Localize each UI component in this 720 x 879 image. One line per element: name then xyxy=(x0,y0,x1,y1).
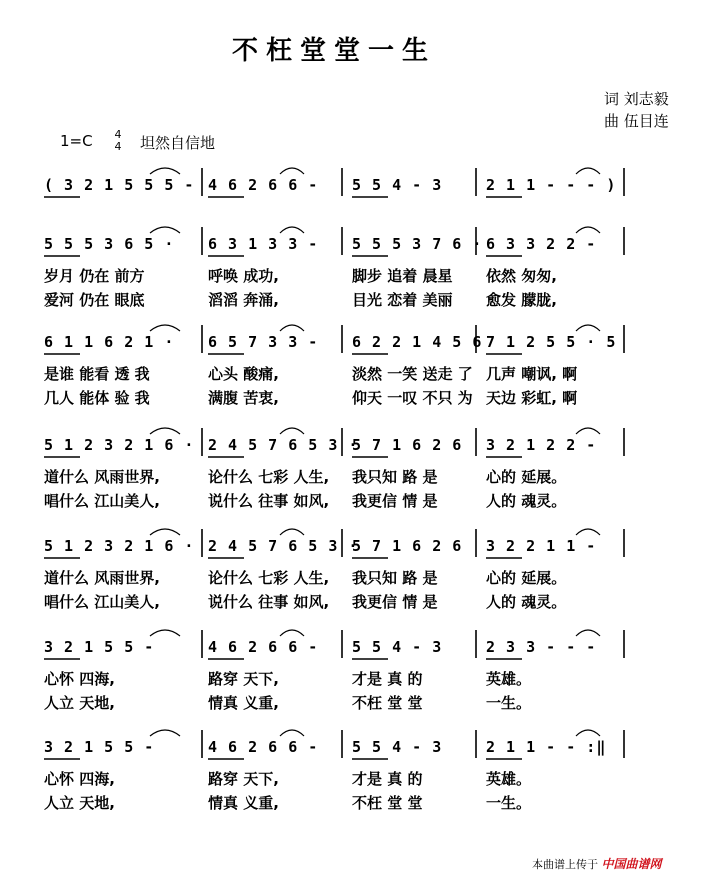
lyric-line: 我只知 路 是 xyxy=(352,468,438,486)
lyric-line: 路穿 天下, xyxy=(208,770,279,788)
lyric-line: 一生。 xyxy=(486,694,532,712)
slur-mark xyxy=(150,227,180,233)
lyricist-credit: 词 刘志毅 xyxy=(604,90,669,108)
measure-notes: ( 3 2 1 5 5 5 - xyxy=(44,176,195,194)
slur-mark xyxy=(150,730,180,736)
lyric-line: 仰天 一叹 不只 为 xyxy=(352,389,473,407)
slur-mark xyxy=(576,529,600,535)
lyric-line: 英雄。 xyxy=(486,770,532,788)
lyric-line: 依然 匆匆, xyxy=(486,267,557,285)
slur-mark xyxy=(280,168,304,174)
measure-notes: 3 2 2 1 1 - xyxy=(486,537,597,555)
lyric-line: 心的 延展。 xyxy=(486,569,567,587)
lyric-line: 心怀 四海, xyxy=(44,770,115,788)
slur-mark xyxy=(576,168,600,174)
lyric-line: 脚步 追着 晨星 xyxy=(352,267,453,285)
measure-notes: 2 4 5 7 6 5 3 · xyxy=(208,537,359,555)
lyric-line: 说什么 往事 如风, xyxy=(208,492,330,510)
tempo-marking: 坦然自信地 xyxy=(140,134,216,152)
measure-notes: 2 3 3 - - - xyxy=(486,638,597,656)
lyric-line: 愈发 朦胧, xyxy=(486,291,557,309)
measure-notes: 2 1 1 - - - ) xyxy=(486,176,617,194)
measure-notes: 4 6 2 6 6 - xyxy=(208,738,319,756)
measure-notes: 6 2 2 1 4 5 6 xyxy=(352,333,483,351)
measure-notes: 5 5 4 - 3 xyxy=(352,638,443,656)
lyric-line: 岁月 仍在 前方 xyxy=(44,267,145,285)
lyric-line: 几声 嘲讽, 啊 xyxy=(486,365,578,383)
lyric-line: 不枉 堂 堂 xyxy=(352,694,423,712)
lyric-line: 唱什么 江山美人, xyxy=(44,492,160,510)
footer-text: 本曲谱上传于 xyxy=(532,858,598,871)
measure-notes: 5 7 1 6 2 6 xyxy=(352,537,463,555)
measure-notes: 4 6 2 6 6 - xyxy=(208,638,319,656)
time-signature-bottom: 4 xyxy=(114,140,122,153)
slur-mark xyxy=(150,630,180,636)
measure-notes: 5 1 2 3 2 1 6 · xyxy=(44,436,195,454)
lyric-line: 心怀 四海, xyxy=(44,670,115,688)
lyric-line: 才是 真 的 xyxy=(352,670,423,688)
slur-mark xyxy=(150,529,180,535)
measure-notes: 5 7 1 6 2 6 xyxy=(352,436,463,454)
lyric-line: 人立 天地, xyxy=(44,694,115,712)
footer-credit xyxy=(532,855,662,872)
measure-notes: 5 5 4 - 3 xyxy=(352,176,443,194)
lyric-line: 呼唤 成功, xyxy=(208,267,279,285)
measure-notes: 5 5 5 3 7 6 · xyxy=(352,235,483,253)
measure-notes: 2 4 5 7 6 5 3 · xyxy=(208,436,359,454)
measure-notes: 7 1 2 5 5 · 5 xyxy=(486,333,617,351)
slur-mark xyxy=(576,730,600,736)
key-signature: 1=C xyxy=(60,132,93,150)
lyric-line: 路穿 天下, xyxy=(208,670,279,688)
measure-notes: 5 5 4 - 3 xyxy=(352,738,443,756)
lyric-line: 人立 天地, xyxy=(44,794,115,812)
lyric-line: 爱河 仍在 眼底 xyxy=(44,291,145,309)
lyric-line: 几人 能体 验 我 xyxy=(44,389,150,407)
lyric-line: 不枉 堂 堂 xyxy=(352,794,423,812)
measure-notes: 4 6 2 6 6 - xyxy=(208,176,319,194)
lyric-line: 唱什么 江山美人, xyxy=(44,593,160,611)
slur-mark xyxy=(280,529,304,535)
lyric-line: 我只知 路 是 xyxy=(352,569,438,587)
slur-mark xyxy=(280,227,304,233)
slur-mark xyxy=(576,428,600,434)
lyric-line: 情真 义重, xyxy=(208,794,279,812)
slur-mark xyxy=(576,630,600,636)
measure-notes: 3 2 1 2 2 - xyxy=(486,436,597,454)
measure-notes: 6 1 1 6 2 1 · xyxy=(44,333,175,351)
lyric-line: 论什么 七彩 人生, xyxy=(208,468,330,486)
lyric-line: 目光 恋着 美丽 xyxy=(352,291,453,309)
slur-mark xyxy=(150,168,180,174)
lyric-line: 英雄。 xyxy=(486,670,532,688)
slur-mark xyxy=(280,630,304,636)
measure-notes: 2 1 1 - - :‖ xyxy=(486,738,607,756)
composer-credit: 曲 伍目连 xyxy=(604,112,669,130)
lyric-line: 我更信 情 是 xyxy=(352,492,438,510)
measure-notes: 6 5 7 3 3 - xyxy=(208,333,319,351)
measure-notes: 6 3 3 2 2 - xyxy=(486,235,597,253)
lyric-line: 满腹 苦衷, xyxy=(208,389,279,407)
slur-mark xyxy=(280,428,304,434)
page-title: 不枉堂堂一生 xyxy=(232,36,437,66)
lyric-line: 天边 彩虹, 啊 xyxy=(486,389,578,407)
lyric-line: 滔滔 奔涌, xyxy=(208,291,279,309)
time-signature-top: 4 xyxy=(114,128,122,141)
slur-mark xyxy=(150,325,180,331)
slur-mark xyxy=(576,227,600,233)
lyric-line: 淡然 一笑 送走 了 xyxy=(352,365,473,383)
measure-notes: 6 3 1 3 3 - xyxy=(208,235,319,253)
lyric-line: 人的 魂灵。 xyxy=(486,593,567,611)
slur-mark xyxy=(280,730,304,736)
measure-notes: 3 2 1 5 5 - xyxy=(44,738,155,756)
lyric-line: 我更信 情 是 xyxy=(352,593,438,611)
lyric-line: 论什么 七彩 人生, xyxy=(208,569,330,587)
slur-mark xyxy=(280,325,304,331)
lyric-line: 心的 延展。 xyxy=(486,468,567,486)
lyric-line: 一生。 xyxy=(486,794,532,812)
lyric-line: 心头 酸痛, xyxy=(208,365,279,383)
measure-notes: 5 1 2 3 2 1 6 · xyxy=(44,537,195,555)
lyric-line: 是谁 能看 透 我 xyxy=(44,365,150,383)
slur-mark xyxy=(576,325,600,331)
lyric-line: 说什么 往事 如风, xyxy=(208,593,330,611)
lyric-line: 情真 义重, xyxy=(208,694,279,712)
measure-notes: 5 5 5 3 6 5 · xyxy=(44,235,175,253)
lyric-line: 道什么 风雨世界, xyxy=(44,468,160,486)
site-brand: 中国曲谱网 xyxy=(601,857,662,871)
slur-mark xyxy=(150,428,180,434)
measure-notes: 3 2 1 5 5 - xyxy=(44,638,155,656)
lyric-line: 人的 魂灵。 xyxy=(486,492,567,510)
lyric-line: 道什么 风雨世界, xyxy=(44,569,160,587)
lyric-line: 才是 真 的 xyxy=(352,770,423,788)
